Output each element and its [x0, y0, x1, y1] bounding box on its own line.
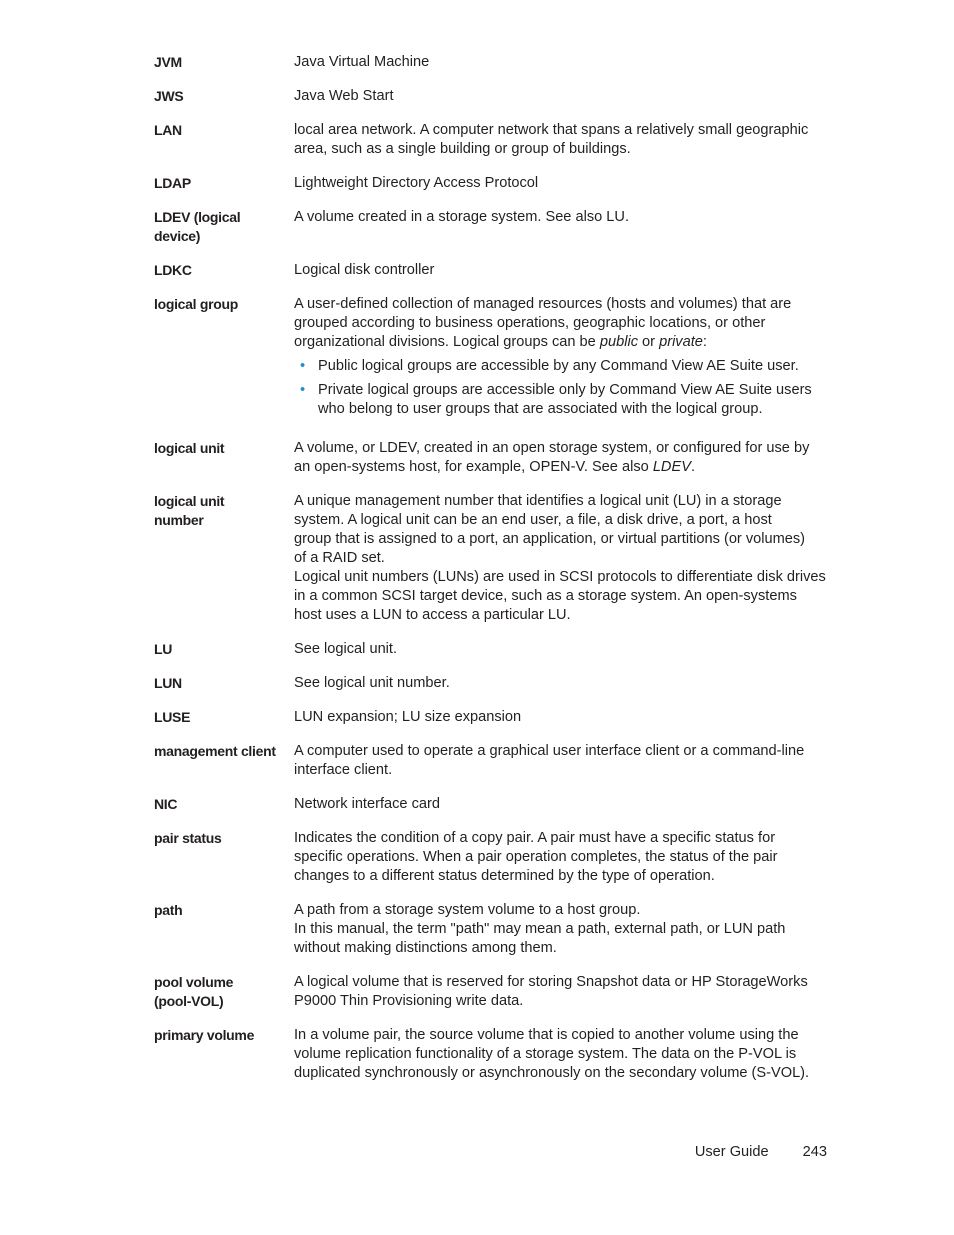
text-run: grouped according to business operations, geographic locations, or other	[294, 315, 766, 331]
text-run: specific operations. When a pair operation completes, the status of the pair	[294, 849, 778, 865]
term-line: pair status	[154, 830, 222, 846]
glossary-definition	[294, 174, 834, 193]
text-line	[294, 973, 834, 992]
text-line	[294, 1026, 834, 1045]
glossary-entry	[154, 121, 844, 159]
text-line	[294, 920, 834, 939]
term-line: LU	[154, 641, 173, 657]
text-run: organizational divisions. Logical groups can be	[294, 334, 600, 350]
glossary-entry	[154, 208, 844, 246]
text-line	[294, 674, 834, 693]
text-line	[294, 140, 834, 159]
italic-term: public	[599, 334, 638, 350]
glossary-entry	[154, 901, 844, 958]
text-line	[294, 87, 834, 106]
glossary-entry	[154, 795, 844, 814]
text-line	[294, 795, 834, 814]
text-line	[294, 761, 834, 780]
glossary-term	[154, 174, 294, 193]
glossary-term	[154, 708, 294, 727]
text-run: LUN expansion; LU size expansion	[294, 709, 522, 725]
italic-term: private	[659, 334, 703, 350]
text-run: interface client.	[294, 762, 393, 778]
text-run: or	[638, 334, 660, 350]
text-line	[318, 400, 834, 419]
text-line	[318, 357, 834, 376]
term-line: pool volume	[154, 974, 234, 990]
text-line	[294, 333, 834, 352]
term-line: JVM	[154, 54, 182, 70]
glossary-definition	[294, 674, 834, 693]
text-run: See logical unit.	[294, 641, 398, 657]
glossary-entry	[154, 87, 844, 106]
term-line: NIC	[154, 796, 178, 812]
glossary-entry	[154, 261, 844, 280]
text-run: P9000 Thin Provisioning write data.	[294, 993, 524, 1009]
text-run: A path from a storage system volume to a host group.	[294, 902, 641, 918]
term-line: LDKC	[154, 262, 192, 278]
glossary-term	[154, 829, 294, 848]
text-line	[294, 314, 834, 333]
text-run: group that is assigned to a port, an application, or virtual partitions (or volumes)	[294, 531, 806, 547]
text-line	[294, 439, 834, 458]
glossary-term	[154, 1026, 294, 1045]
text-line	[294, 587, 834, 606]
text-run: A logical volume that is reserved for storing Snapshot data or HP StorageWorks	[294, 974, 808, 990]
glossary-entry	[154, 174, 844, 193]
glossary-term	[154, 492, 294, 530]
text-run: host uses a LUN to access a particular LU.	[294, 607, 571, 623]
text-run: changes to a different status determined by the type of operation.	[294, 868, 715, 884]
text-run: an open-systems host, for example, OPEN-V. See also	[294, 459, 653, 475]
text-run: A volume, or LDEV, created in an open storage system, or configured for use by	[294, 440, 810, 456]
text-line	[294, 1045, 834, 1064]
glossary-definition	[294, 973, 834, 1011]
text-line	[294, 901, 834, 920]
text-line	[294, 708, 834, 727]
text-line	[294, 848, 834, 867]
glossary-entry	[154, 295, 844, 424]
term-line: logical group	[154, 296, 238, 312]
text-run: duplicated synchronously or asynchronously on the secondary volume (S-VOL).	[294, 1065, 810, 1081]
glossary-entry	[154, 640, 844, 659]
term-line: path	[154, 902, 183, 918]
glossary-term	[154, 208, 294, 246]
text-run: A computer used to operate a graphical user interface client or a command-line	[294, 743, 805, 759]
term-line: LDAP	[154, 175, 191, 191]
text-line	[294, 992, 834, 1011]
text-line	[294, 458, 834, 477]
glossary-definition	[294, 742, 834, 780]
text-run: :	[702, 334, 707, 350]
text-run: system. A logical unit can be an end user, a file, a disk drive, a port, a host	[294, 512, 772, 528]
glossary-entry	[154, 439, 844, 477]
text-run: A volume created in a storage system. See also LU.	[294, 209, 630, 225]
text-line	[294, 511, 834, 530]
glossary-term	[154, 795, 294, 814]
text-run: A user-defined collection of managed resources (hosts and volumes) that are	[294, 296, 792, 312]
text-run: Java Web Start	[294, 88, 394, 104]
text-run: Java Virtual Machine	[294, 54, 430, 70]
glossary-term	[154, 674, 294, 693]
text-line	[294, 549, 834, 568]
glossary-definition	[294, 208, 834, 227]
glossary-definition	[294, 708, 834, 727]
glossary-definition	[294, 53, 834, 72]
glossary-definition	[294, 1026, 834, 1083]
text-line	[294, 1064, 834, 1083]
glossary-definition	[294, 640, 834, 659]
text-run: in a common SCSI target device, such as a storage system. An open-systems	[294, 588, 797, 604]
text-run: In this manual, the term "path" may mean a path, external path, or LUN path	[294, 921, 786, 937]
page-number: 243	[802, 1144, 827, 1160]
term-line: LUSE	[154, 709, 191, 725]
text-run: of a RAID set.	[294, 550, 385, 566]
text-run: See logical unit number.	[294, 675, 450, 691]
text-run: Public logical groups are accessible by any Command View AE Suite user.	[318, 358, 799, 374]
glossary-entry	[154, 53, 844, 72]
glossary-term	[154, 87, 294, 106]
footer-title: User Guide	[694, 1144, 769, 1160]
text-line	[294, 568, 834, 587]
text-line	[294, 174, 834, 193]
glossary-definition	[294, 439, 834, 477]
term-line: LDEV (logical	[154, 209, 241, 225]
glossary-term	[154, 973, 294, 1011]
text-run: Logical disk controller	[294, 262, 435, 278]
term-line: JWS	[154, 88, 184, 104]
text-line	[294, 530, 834, 549]
text-run: volume replication functionality of a storage system. The data on the P-VOL is	[294, 1046, 797, 1062]
glossary-entry	[154, 742, 844, 780]
glossary-definition	[294, 295, 834, 424]
bullet-item	[294, 357, 834, 376]
text-line	[294, 53, 834, 72]
glossary-entry	[154, 973, 844, 1011]
text-run: area, such as a single building or group of buildings.	[294, 141, 631, 157]
text-run: Network interface card	[294, 796, 440, 812]
term-line: management client	[154, 743, 276, 759]
text-run: who belong to user groups that are associated with the logical group.	[318, 401, 763, 417]
text-line	[294, 295, 834, 314]
page-footer	[695, 1143, 827, 1162]
glossary-term	[154, 261, 294, 280]
glossary-definition	[294, 121, 834, 159]
text-line	[294, 606, 834, 625]
glossary-entry	[154, 492, 844, 625]
glossary-entry	[154, 708, 844, 727]
glossary-term	[154, 53, 294, 72]
glossary-term	[154, 640, 294, 659]
term-line: logical unit	[154, 493, 225, 509]
text-line	[294, 121, 834, 140]
glossary-entry	[154, 829, 844, 886]
text-line	[294, 939, 834, 958]
glossary-term	[154, 439, 294, 458]
glossary-term	[154, 901, 294, 920]
text-line	[294, 867, 834, 886]
text-run: Private logical groups are accessible only by Command View AE Suite users	[318, 382, 812, 398]
glossary-definition	[294, 261, 834, 280]
term-line: logical unit	[154, 440, 225, 456]
text-line	[294, 261, 834, 280]
term-line: (pool-VOL)	[154, 993, 224, 1009]
term-line: device)	[154, 228, 201, 244]
text-line	[318, 381, 834, 400]
glossary-definition	[294, 492, 834, 625]
text-run: local area network. A computer network that spans a relatively small geographic	[294, 122, 809, 138]
text-run: In a volume pair, the source volume that is copied to another volume using the	[294, 1027, 799, 1043]
text-run: Lightweight Directory Access Protocol	[294, 175, 539, 191]
text-line	[294, 492, 834, 511]
bullet-item	[294, 381, 834, 419]
glossary-definition	[294, 829, 834, 886]
bullet-list	[294, 357, 834, 419]
term-line: number	[154, 512, 204, 528]
text-run: .	[690, 459, 695, 475]
term-line: primary volume	[154, 1027, 255, 1043]
text-run: A unique management number that identifies a logical unit (LU) in a storage	[294, 493, 782, 509]
term-line: LAN	[154, 122, 182, 138]
glossary-list	[154, 53, 844, 1098]
glossary-term	[154, 295, 294, 314]
italic-term: LDEV	[652, 459, 691, 475]
text-run: Indicates the condition of a copy pair. A pair must have a specific status for	[294, 830, 776, 846]
text-line	[294, 829, 834, 848]
text-run: without making distinctions among them.	[294, 940, 557, 956]
text-line	[294, 640, 834, 659]
text-line	[294, 208, 834, 227]
glossary-term	[154, 742, 294, 761]
glossary-definition	[294, 795, 834, 814]
text-run: Logical unit numbers (LUNs) are used in SCSI protocols to differentiate disk drives	[294, 569, 826, 585]
glossary-entry	[154, 674, 844, 693]
glossary-definition	[294, 901, 834, 958]
glossary-entry	[154, 1026, 844, 1083]
glossary-term	[154, 121, 294, 140]
text-line	[294, 742, 834, 761]
term-line: LUN	[154, 675, 182, 691]
glossary-definition	[294, 87, 834, 106]
